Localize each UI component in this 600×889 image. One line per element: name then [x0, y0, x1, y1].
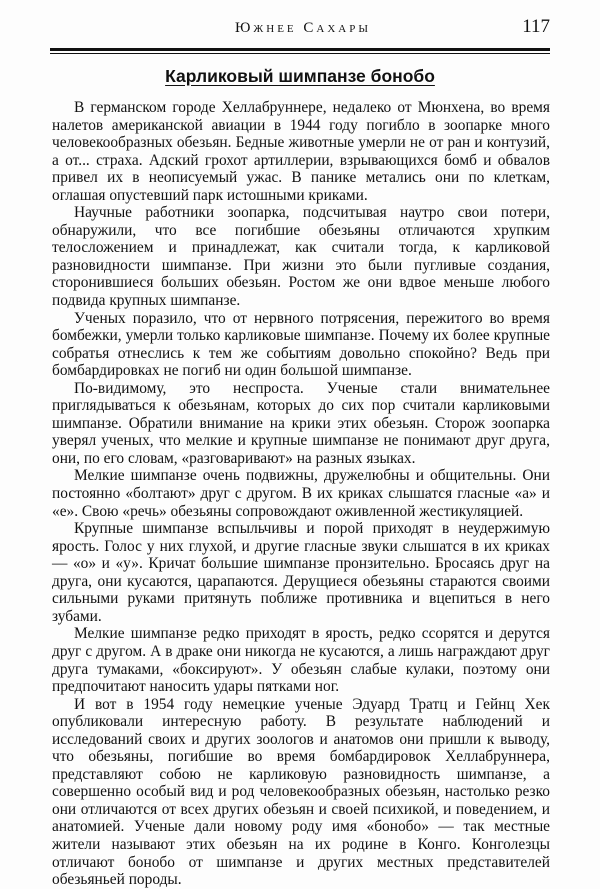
running-head — [50, 14, 550, 44]
paragraph: Мелкие шимпанзе редко приходят в ярость, редко ссорятся и дерутся друг с другом. А в драке они никогда не кусаются, а лишь награждают друг друга тумаками, «боксируют». У обезьян слабые кулаки, поэтому они предпочитают наносить удары пятками ног. — [52, 625, 550, 696]
page-number: 117 — [522, 16, 550, 37]
section-title: Карликовый шимпанзе бонобо — [165, 66, 435, 86]
header-rule-thick — [50, 48, 550, 51]
paragraph: Мелкие шимпанзе очень подвижны, дружелюбны и общительны. Они постоянно «болтают» друг с другом. В их криках слышатся гласные «а» и «е». Свою «речь» обезьяны сопровождают оживленной жестикуляцией. — [52, 467, 550, 520]
paragraph: Научные работники зоопарка, подсчитывая наутро свои потери, обнаружили, что все погибшие обезьяны отличаются хрупким телосложением и принадлежат, как считали тогда, к карликовой разновидности шимпанзе. При жизни это были пугливые создания, сторонившиеся больших обезьян. Ростом же они вдвое меньше любого подвида крупных шимпанзе. — [52, 204, 550, 310]
paragraph: И вот в 1954 году немецкие ученые Эдуард Тратц и Гейнц Хек опубликовали интересную работу. В результате наблюдений и исследований своих и других зоологов и анатомов они пришли к выводу, что обезьяны, погибшие во время бомбардировок Хеллабруннера, представляют собою не карликовую разновидность шимпанзе, а совершенно особый вид и род человекообразных обезьян, настолько резко они отличаются от всех других обезьян и своей психикой, и поведением, и анатомией. Ученые дали новому роду имя «бонобо» — так местные жители называют этих обезьян на их родине в Конго. Конголезцы отличают бонобо от шимпанзе и других местных представителей обезьяньей породы. — [52, 695, 550, 889]
paragraph: В германском городе Хеллабруннере, недалеко от Мюнхена, во время налетов американской авиации в 1944 году погибло в зоопарке много человекообразных обезьян. Бедные животные умерли не от ран и контузий, а от... страха. Адский грохот артиллерии, взрывающихся бомб и обвалов привел их в неописуемый ужас. В панике метались они по клеткам, оглашая опустевший парк истошными криками. — [52, 99, 550, 204]
header-rule-thin — [50, 53, 550, 54]
paragraph: Ученых поразило, что от нервного потрясения, пережитого во время бомбежки, умерли только карликовые шимпанзе. Почему их более крупные собратья отнеслись к тем же событиям довольно спокойно? Ведь при бомбардировках не погиб ни один большой шимпанзе. — [52, 309, 550, 380]
paragraph: По-видимому, это неспроста. Ученые стали внимательнее приглядываться к обезьянам, которых до сих пор считали карликовыми шимпанзе. Обратили внимание на крики этих обезьян. Сторож зоопарка уверял ученых, что мелкие и крупные шимпанзе не понимают друг друга, они, по его словам, «разговаривают» на разных языках. — [52, 379, 550, 467]
body-text — [52, 99, 550, 889]
running-head-title: Южнее Сахары — [235, 20, 371, 36]
paragraph: Крупные шимпанзе вспыльчивы и порой приходят в неудержимую ярость. Голос у них глухой, и другие гласные звуки слышатся в их криках — «о» и «у». Кричат большие шимпанзе пронзительно. Бросаясь друг на друга, они кусаются, царапаются. Дерущиеся обезьяны стараются своими сильными руками притянуть поближе противника и вцепиться в него зубами. — [52, 520, 550, 625]
